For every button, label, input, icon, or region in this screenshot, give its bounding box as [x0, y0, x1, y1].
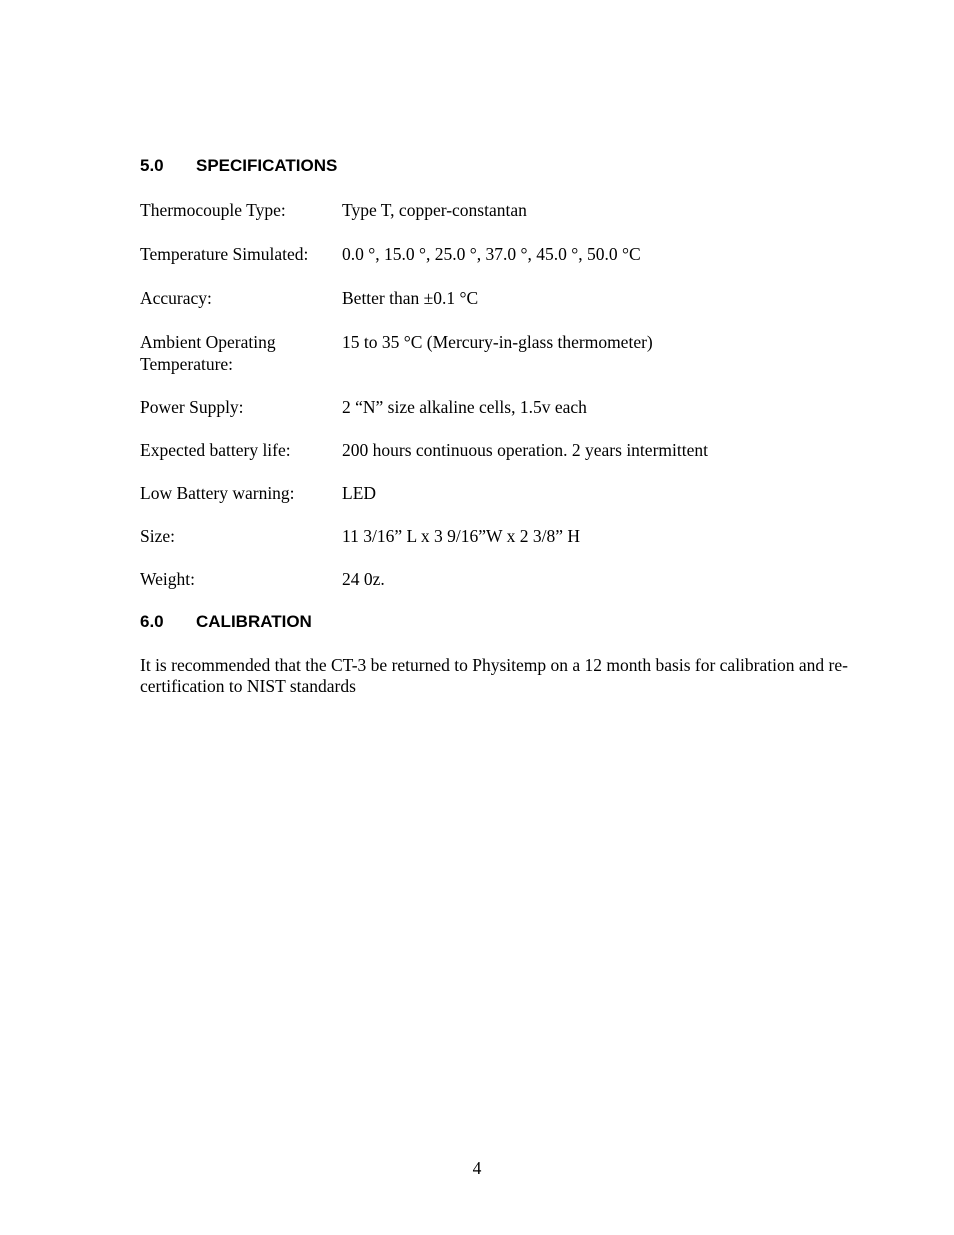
- section-heading-specifications: [140, 156, 337, 176]
- spec-value: Better than ±0.1 °C: [342, 288, 479, 308]
- spec-value: 15 to 35 °C (Mercury-in-glass thermometer): [342, 332, 653, 352]
- spec-label: Power Supply:: [140, 397, 244, 417]
- page-number: 4: [472, 1158, 482, 1178]
- section-number: 5.0: [140, 156, 164, 175]
- spec-value: LED: [342, 483, 377, 503]
- spec-value: 11 3/16” L x 3 9/16”W x 2 3/8” H: [342, 526, 580, 546]
- spec-label: Expected battery life:: [140, 440, 291, 460]
- calibration-paragraph: It is recommended that the CT-3 be returned to Physitemp on a 12 month basis for calibration and re-certification to NIST standards: [140, 655, 848, 696]
- spec-value: 200 hours continuous operation. 2 years intermittent: [342, 440, 708, 460]
- section-number: 6.0: [140, 612, 164, 631]
- spec-label: Thermocouple Type:: [140, 200, 286, 220]
- spec-label: Accuracy:: [140, 288, 212, 308]
- section-title: SPECIFICATIONS: [196, 156, 338, 175]
- spec-value: Type T, copper-constantan: [342, 200, 527, 220]
- spec-value: 24 0z.: [342, 569, 385, 589]
- section-title: CALIBRATION: [196, 612, 312, 631]
- spec-label: Ambient Operating Temperature:: [140, 332, 276, 374]
- section-heading-calibration: [140, 612, 312, 632]
- spec-value: 2 “N” size alkaline cells, 1.5v each: [342, 397, 587, 417]
- spec-label: Low Battery warning:: [140, 483, 295, 503]
- spec-label: Temperature Simulated:: [140, 244, 309, 264]
- spec-value: 0.0 °, 15.0 °, 25.0 °, 37.0 °, 45.0 °, 50.0 °C: [342, 244, 641, 264]
- spec-label: Weight:: [140, 569, 195, 589]
- spec-label: Size:: [140, 526, 175, 546]
